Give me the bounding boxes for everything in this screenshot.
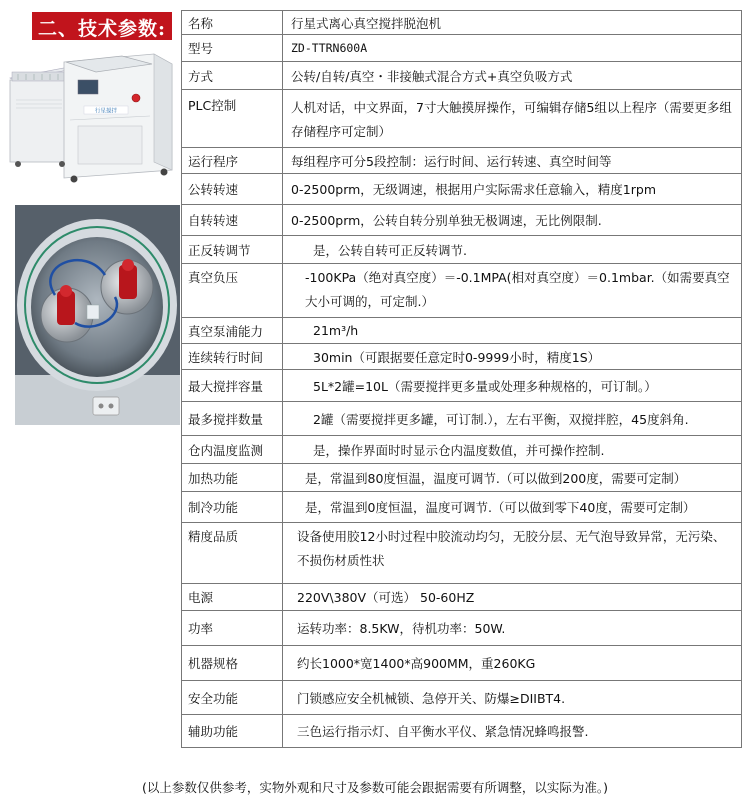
table-row bbox=[182, 264, 742, 318]
spec-value: 是，常温到80度恒温，温度可调节.（可以做到200度，需要可定制） bbox=[283, 464, 742, 492]
spec-label: 自转转速 bbox=[182, 205, 283, 236]
table-row bbox=[182, 584, 742, 611]
spec-value: 2罐（需要搅拌更多罐，可订制.），左右平衡，双搅拌腔，45度斜角. bbox=[283, 402, 742, 436]
table-row bbox=[182, 402, 742, 436]
table-row bbox=[182, 681, 742, 715]
table-row bbox=[182, 646, 742, 681]
spec-value: 220V\380V（可选） 50-60HZ bbox=[283, 584, 742, 611]
spec-value: 设备使用胶12小时过程中胶流动均匀，无胶分层、无气泡导致异常，无污染、不损伤材质性状 bbox=[283, 523, 742, 584]
spec-value: 21m³/h bbox=[283, 318, 742, 344]
spec-value: 三色运行指示灯、自平衡水平仪、紧急情况蜂鸣报警. bbox=[283, 715, 742, 748]
table-row bbox=[182, 464, 742, 492]
spec-value: -100KPa（绝对真空度）＝-0.1MPA(相对真空度）＝0.1mbar.（如需要真空大小可调的，可定制.） bbox=[283, 264, 742, 318]
table-row bbox=[182, 436, 742, 464]
table-row bbox=[182, 715, 742, 748]
table-row bbox=[182, 11, 742, 35]
footnote: (以上参数仅供参考，实物外观和尺寸及参数可能会跟据需要有所调整，以实际为准。) bbox=[141, 780, 608, 795]
spec-label: PLC控制 bbox=[182, 90, 283, 148]
spec-value: 是，公转自转可正反转调节. bbox=[283, 236, 742, 264]
table-row bbox=[182, 611, 742, 646]
spec-value: 约长1000*宽1400*高900MM，重260KG bbox=[283, 646, 742, 681]
spec-label: 功率 bbox=[182, 611, 283, 646]
table-row bbox=[182, 90, 742, 148]
spec-label: 真空泵浦能力 bbox=[182, 318, 283, 344]
spec-label: 仓内温度监测 bbox=[182, 436, 283, 464]
spec-value: 人机对话，中文界面，7寸大触摸屏操作，可编辑存储5组以上程序（需要更多组存储程序可定制） bbox=[283, 90, 742, 148]
spec-value: 5L*2罐=10L（需要搅拌更多量或处理多种规格的，可订制。） bbox=[283, 370, 742, 402]
spec-label: 安全功能 bbox=[182, 681, 283, 715]
table-row bbox=[182, 318, 742, 344]
spec-label: 机器规格 bbox=[182, 646, 283, 681]
table-row bbox=[182, 205, 742, 236]
spec-label: 公转转速 bbox=[182, 174, 283, 205]
table-row bbox=[182, 148, 742, 174]
spec-label: 制冷功能 bbox=[182, 492, 283, 523]
spec-value: ZD-TTRN600A bbox=[283, 35, 742, 62]
spec-value: 运转功率：8.5KW，待机功率：50W. bbox=[283, 611, 742, 646]
spec-value: 是，常温到0度恒温，温度可调节.（可以做到零下40度，需要可定制） bbox=[283, 492, 742, 523]
table-row bbox=[182, 492, 742, 523]
table-row bbox=[182, 523, 742, 584]
spec-label: 辅助功能 bbox=[182, 715, 283, 748]
spec-value: 公转/自转/真空・非接触式混合方式+真空负吸方式 bbox=[283, 62, 742, 90]
section-heading: 二、技术参数: bbox=[32, 12, 172, 46]
spec-value: 门锁感应安全机械锁、急停开关、防爆≥DIIBT4. bbox=[283, 681, 742, 715]
table-row bbox=[182, 62, 742, 90]
spec-value: 每组程序可分5段控制：运行时间、运行转速、真空时间等 bbox=[283, 148, 742, 174]
spec-label: 连续转行时间 bbox=[182, 344, 283, 370]
table-row bbox=[182, 236, 742, 264]
table-row bbox=[182, 344, 742, 370]
machine-photo bbox=[4, 40, 180, 190]
spec-value: 30min（可跟据要任意定时0-9999小时，精度1S） bbox=[283, 344, 742, 370]
spec-label: 最多搅拌数量 bbox=[182, 402, 283, 436]
table-row bbox=[182, 174, 742, 205]
machine-logo: 行星搅拌 bbox=[94, 108, 118, 115]
spec-label: 运行程序 bbox=[182, 148, 283, 174]
spec-label: 最大搅拌容量 bbox=[182, 370, 283, 402]
spec-label: 真空负压 bbox=[182, 264, 283, 318]
spec-label: 正反转调节 bbox=[182, 236, 283, 264]
table-row bbox=[182, 370, 742, 402]
spec-label: 方式 bbox=[182, 62, 283, 90]
spec-value: 是，操作界面时时显示仓内温度数值，并可操作控制. bbox=[283, 436, 742, 464]
spec-label: 加热功能 bbox=[182, 464, 283, 492]
spec-label: 精度品质 bbox=[182, 523, 283, 584]
spec-label: 型号 bbox=[182, 35, 283, 62]
chamber-photo bbox=[15, 205, 180, 425]
spec-value: 行星式离心真空搅拌脱泡机 bbox=[283, 11, 742, 35]
spec-value: 0-2500prm，无级调速，根据用户实际需求任意输入，精度1rpm bbox=[283, 174, 742, 205]
spec-value: 0-2500prm，公转自转分别单独无极调速，无比例限制. bbox=[283, 205, 742, 236]
spec-label: 名称 bbox=[182, 11, 283, 35]
spec-table bbox=[181, 10, 742, 748]
table-row bbox=[182, 35, 742, 62]
spec-label: 电源 bbox=[182, 584, 283, 611]
